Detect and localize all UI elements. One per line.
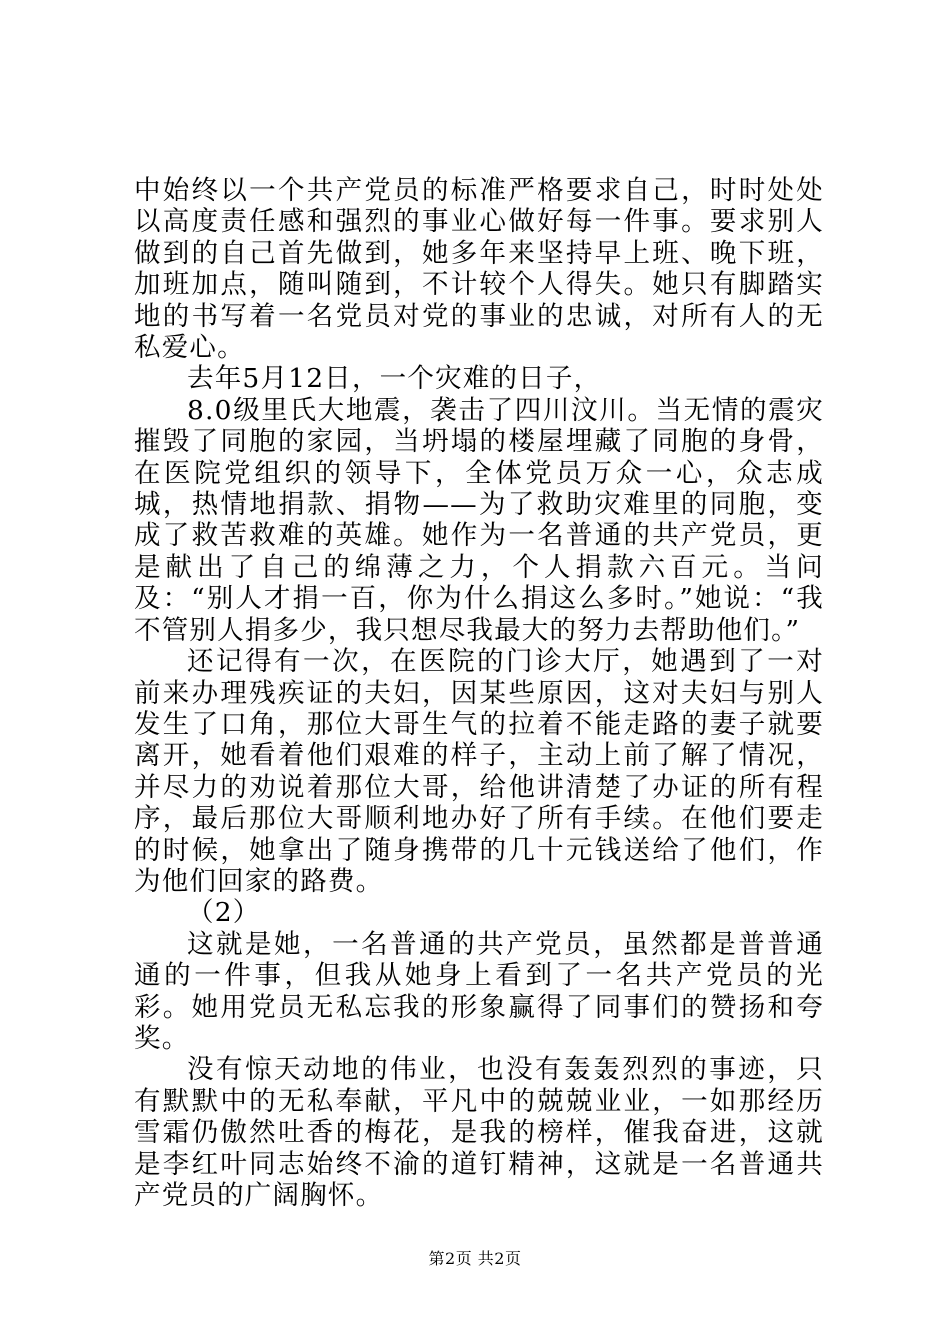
paragraph-conclusion: 没有惊天动地的伟业，也没有轰轰烈烈的事迹，只有默默中的无私奉献，平凡中的兢兢业业，一如那经历雪霜仍傲然吐香的梅花，是我的榜样，催我奋进，这就是李红叶同志始终不渝的道钉精神，这就是一名普通共产党员的广阔胸怀。 — [134, 1054, 824, 1211]
paragraph-summary: 这就是她，一名普通的共产党员，虽然都是普普通通的一件事，但我从她身上看到了一名共产党员的光彩。她用党员无私忘我的形象赢得了同事们的赞扬和夸奖。 — [134, 928, 824, 1054]
paragraph-continued: 中始终以一个共产党员的标准严格要求自己，时时处处以高度责任感和强烈的事业心做好每一件事。要求别人做到的自己首先做到，她多年来坚持早上班、晚下班，加班加点，随叫随到，不计较个人得失。她只有脚踏实地的书写着一名党员对党的事业的忠诚，对所有人的无私爱心。 — [134, 175, 824, 364]
paragraph-earthquake: 8.0级里氏大地震，袭击了四川汶川。当无情的震灾摧毁了同胞的家园，当坍塌的楼屋埋藏了同胞的身骨，在医院党组织的领导下，全体党员万众一心，众志成城，热情地捐款、捐物——为了救助灾难里的同胞，变成了救苦救难的英雄。她作为一名普通的共产党员，更是献出了自己的绵薄之力，个人捐款六百元。当问及：“别人才捐一百，你为什么捐这么多时。”她说：“我不管别人捐多少，我只想尽我最大的努力去帮助他们。” — [134, 394, 824, 646]
page-number-footer: 第2页 共2页 — [428, 1249, 522, 1268]
document-body — [134, 175, 824, 1211]
section-marker: （2） — [187, 897, 261, 929]
paragraph-date: 去年5月12日，一个灾难的日子， — [187, 363, 602, 395]
paragraph-clinic-story: 还记得有一次，在医院的门诊大厅，她遇到了一对前来办理残疾证的夫妇，因某些原因，这对夫妇与别人发生了口角，那位大哥生气的拉着不能走路的妻子就要离开，她看着他们艰难的样子，主动上前了解了情况，并尽力的劝说着那位大哥，给他讲清楚了办证的所有程序，最后那位大哥顺利地办好了所有手续。在他们要走的时候，她拿出了随身携带的几十元钱送给了他们，作为他们回家的路费。 — [134, 646, 824, 897]
